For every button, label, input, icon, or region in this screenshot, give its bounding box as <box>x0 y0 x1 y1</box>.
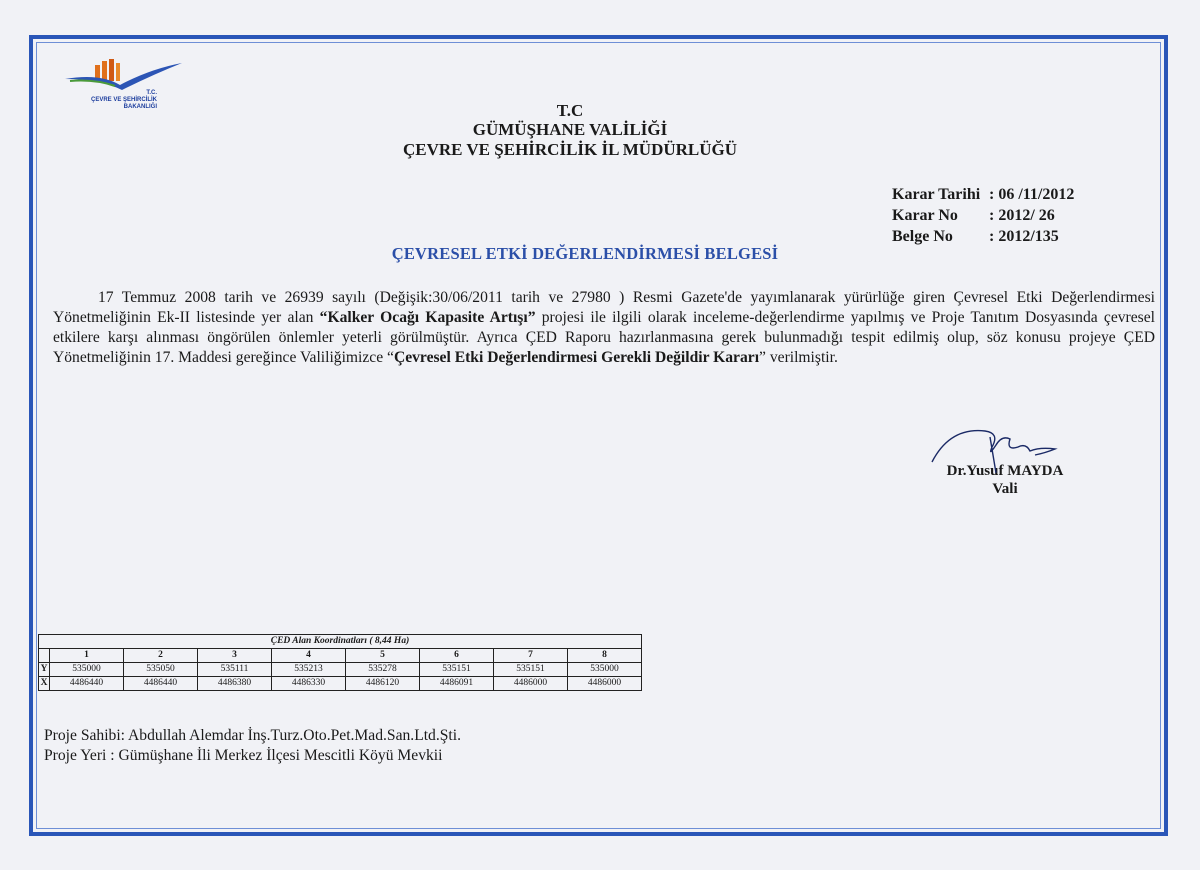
decision-date-value: : 06 /11/2012 <box>989 186 1075 203</box>
decision-no-label: Karar No <box>892 207 958 224</box>
table-cell: 4486000 <box>568 677 642 691</box>
table-cell: 4486091 <box>420 677 494 691</box>
table-cell: 535151 <box>420 663 494 677</box>
project-info <box>44 726 461 766</box>
signatory-name: Dr.Yusuf MAYDA <box>946 463 1064 479</box>
column-header: 1 <box>50 649 124 663</box>
body-paragraph: 17 Temmuz 2008 tarih ve 26939 sayılı (Değişik:30/06/2011 tarih ve 27980 ) Resmi Gazete'de yayımlanarak yürürlüğe giren Çevresel Etki Değerlendirmesi Yönetmeliğinin Ek-II listesinde yer alan “Kalker Ocağı Kapasite Artışı” projesi ile ilgili olarak inceleme-değerlendirme yapılmış ve Proje Tanıtım Dosyasında çevresel etkilere karşı alınması öngörülen önlemler yeterli görülmüştür. Ayrıca ÇED Raporu hazırlanmasına gerek bulunmadığı tespit edilmiş olup, söz konusu projeye ÇED Yönetmeliğinin 17. Maddesi gereğince Valiliğimizce “Çevresel Etki Değerlendirmesi Gerekli Değildir Kararı” verilmiştir. <box>53 289 1155 366</box>
table-cell: 4486440 <box>124 677 198 691</box>
coordinates-table <box>38 634 642 691</box>
table-cell: 4486120 <box>346 677 420 691</box>
document-title: ÇEVRESEL ETKİ DEĞERLENDİRMESİ BELGESİ <box>391 244 779 263</box>
table-cell: 535000 <box>50 663 124 677</box>
table-cell: 535000 <box>568 663 642 677</box>
table-caption: ÇED Alan Koordinatları ( 8,44 Ha) <box>39 635 642 649</box>
table-header-row <box>39 649 642 663</box>
column-header: 4 <box>272 649 346 663</box>
header-governorship: GÜMÜŞHANE VALİLİĞİ <box>472 120 668 139</box>
signature-block <box>930 462 1080 498</box>
row-label: Y <box>39 663 50 677</box>
project-owner-line <box>44 726 461 746</box>
document-no-label: Belge No <box>892 228 953 245</box>
logo-text: T.C. ÇEVRE VE ŞEHİRCİLİK BAKANLIĞI <box>90 90 157 110</box>
project-name: “Kalker Ocağı Kapasite Artışı” <box>319 309 536 326</box>
column-header: 5 <box>346 649 420 663</box>
table-cell: 535111 <box>198 663 272 677</box>
project-location-line <box>44 746 461 766</box>
project-owner-label: Proje Sahibi <box>44 727 121 744</box>
decision-no-value: : 2012/ 26 <box>989 207 1055 224</box>
column-header: 2 <box>124 649 198 663</box>
table-cell: 535151 <box>494 663 568 677</box>
reference-row <box>892 184 1074 205</box>
header-tc: T.C <box>556 101 584 120</box>
handwritten-signature <box>930 417 1080 477</box>
body-text <box>53 288 1155 368</box>
project-owner-value: : Abdullah Alemdar İnş.Turz.Oto.Pet.Mad.San.Ltd.Şti. <box>120 727 461 744</box>
decision-date-label: Karar Tarihi <box>892 186 981 203</box>
signatory-title: Vali <box>992 481 1018 497</box>
table-cell: 535278 <box>346 663 420 677</box>
column-header: 8 <box>568 649 642 663</box>
document-no-value: : 2012/135 <box>989 228 1059 245</box>
table-cell: 535213 <box>272 663 346 677</box>
table-cell: 4486330 <box>272 677 346 691</box>
reference-block <box>892 184 1074 247</box>
table-cell: 535050 <box>124 663 198 677</box>
reference-row <box>892 205 1074 226</box>
table-row <box>39 677 642 691</box>
column-header: 3 <box>198 649 272 663</box>
table-corner <box>39 649 50 663</box>
column-header: 6 <box>420 649 494 663</box>
header-directorate: ÇEVRE VE ŞEHİRCİLİK İL MÜDÜRLÜĞÜ <box>402 140 738 159</box>
table-cell: 4486440 <box>50 677 124 691</box>
table-row <box>39 663 642 677</box>
row-label: X <box>39 677 50 691</box>
table-cell: 4486000 <box>494 677 568 691</box>
project-location-value: : Gümüşhane İli Merkez İlçesi Mescitli Köyü Mevkii <box>110 747 443 764</box>
decision-text: Çevresel Etki Değerlendirmesi Gerekli Değildir Kararı <box>393 349 760 366</box>
reference-row <box>892 226 1074 247</box>
table-cell: 4486380 <box>198 677 272 691</box>
column-header: 7 <box>494 649 568 663</box>
project-location-label: Proje Yeri <box>44 747 107 764</box>
table-caption-row <box>39 635 642 649</box>
